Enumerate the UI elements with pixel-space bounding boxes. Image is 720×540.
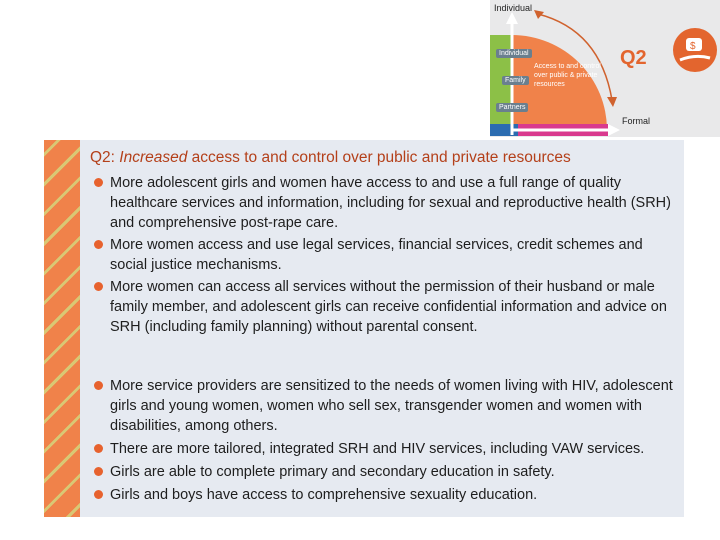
diagram-top-label: Individual bbox=[494, 3, 533, 13]
decorative-stripe bbox=[44, 140, 80, 517]
right-arrow-icon bbox=[608, 124, 620, 136]
panel-heading bbox=[90, 148, 680, 168]
list-item-text: More women can access all services without the permission of their husband or male family member, and adolescent girls can receive confidential information and advice on SRH (including family planning) without parental consent. bbox=[110, 279, 667, 335]
up-arrow-icon bbox=[506, 12, 518, 24]
diagram-bottom-label: Formal bbox=[622, 116, 651, 126]
list-item-text: More women access and use legal services, financial services, credit schemes and social justice mechanisms. bbox=[110, 237, 643, 273]
list-item-text: Girls are able to complete primary and secondary education in safety. bbox=[110, 464, 555, 480]
bullet-list-secondary bbox=[90, 376, 680, 505]
bullet-icon bbox=[94, 282, 103, 291]
q2-badge: Q2 bbox=[620, 47, 647, 69]
list-item bbox=[90, 376, 680, 436]
list-item bbox=[90, 235, 680, 275]
panel-content bbox=[90, 148, 680, 508]
list-item bbox=[90, 485, 680, 505]
diagram-arc-text: Access to and control over public & private resources bbox=[534, 63, 601, 88]
bullet-icon bbox=[94, 178, 103, 187]
arrow-head-bottom-icon bbox=[607, 97, 617, 107]
heading-rest: access to and control over public and private resources bbox=[187, 149, 571, 166]
level-individual: Individual bbox=[496, 49, 532, 58]
diagram-graphic bbox=[490, 0, 720, 137]
list-item bbox=[90, 173, 680, 233]
framework-diagram bbox=[490, 0, 720, 137]
bullet-icon bbox=[94, 240, 103, 249]
svg-text:$: $ bbox=[690, 41, 696, 52]
bullet-list-primary bbox=[90, 173, 680, 337]
list-item bbox=[90, 439, 680, 459]
list-item bbox=[90, 462, 680, 482]
list-item-text: More service providers are sensitized to the needs of women living with HIV, adolescent girls and young women, women who sell sex, transgender women and women with disabilities, among others. bbox=[110, 378, 673, 434]
heading-emphasis: Increased bbox=[119, 149, 188, 166]
list-item-text: More adolescent girls and women have access to and use a full range of quality healthcare services and information, including for sexual and reproductive health (SRH) and comprehensive post-rape care. bbox=[110, 175, 671, 231]
list-item bbox=[90, 277, 680, 337]
level-partners: Partners bbox=[496, 103, 528, 112]
bullet-icon bbox=[94, 490, 103, 499]
level-family: Family bbox=[502, 76, 529, 85]
list-item-text: Girls and boys have access to comprehensive sexuality education. bbox=[110, 487, 538, 503]
heading-prefix: Q2: bbox=[90, 149, 120, 166]
bullet-icon bbox=[94, 381, 103, 390]
bullet-icon bbox=[94, 444, 103, 453]
list-item-text: There are more tailored, integrated SRH and HIV services, including VAW services. bbox=[110, 441, 645, 457]
content-panel bbox=[44, 140, 684, 517]
bullet-icon bbox=[94, 467, 103, 476]
